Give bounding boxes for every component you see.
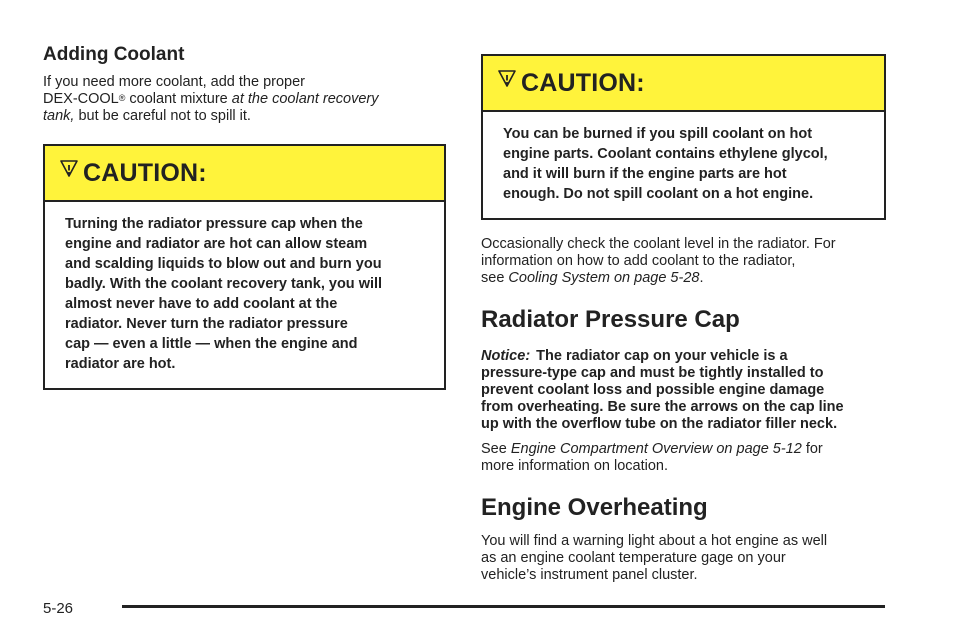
engine-compartment-link[interactable]: Engine Compartment Overview on page 5-12 bbox=[510, 441, 802, 457]
engine-overheating-heading: Engine Overheating bbox=[481, 494, 708, 521]
caution-title: CAUTION: bbox=[521, 68, 645, 97]
radiator-pressure-cap-heading: Radiator Pressure Cap bbox=[481, 306, 740, 333]
caution-text: Turning the radiator pressure cap when the engine and radiator are hot can allow steam and scalding liquids to blow out and burn you badly. With the coolant recovery tank, you will almost never have to add coolant at the radiator. Never turn the radiator pressure cap — even a little — when the engine and radiator are hot. bbox=[65, 216, 383, 372]
adding-coolant-heading: Adding Coolant bbox=[43, 44, 185, 65]
caution-box-left bbox=[43, 144, 446, 390]
engine-overheating-text: You will find a warning light about a hot engine as well as an engine coolant temperature gage on your vehicle’s instrument panel cluster. bbox=[481, 533, 828, 583]
caution-title: CAUTION: bbox=[83, 158, 207, 187]
engine-compartment-ref: See Engine Compartment Overview on page 5-12 for more information on location. bbox=[481, 441, 823, 474]
warning-triangle-icon bbox=[497, 69, 517, 91]
cooling-system-link[interactable]: Cooling System on page 5-28 bbox=[508, 270, 700, 286]
footer-rule bbox=[122, 605, 885, 608]
adding-coolant-text: If you need more coolant, add the proper DEX-COOL® coolant mixture at the coolant recovery tank, but be careful not to spill it. bbox=[43, 74, 379, 124]
right-column bbox=[481, 54, 886, 584]
coolant-check-text: Occasionally check the coolant level in the radiator. For information on how to add coolant to the radiator, see Cooling System on page 5-28. bbox=[481, 236, 836, 286]
notice-text: Notice: The radiator cap on your vehicle is a pressure-type cap and must be tightly installed to prevent coolant loss and possible engine damage from overheating. Be sure the arrows on the cap line up with the overflow tube on the radiator filler neck. bbox=[481, 348, 844, 432]
caution-header bbox=[483, 56, 884, 112]
caution-text: You can be burned if you spill coolant on hot engine parts. Coolant contains ethylene glycol, and it will burn if the engine parts are hot enough. Do not spill coolant on a hot engine. bbox=[503, 126, 828, 202]
caution-box-right bbox=[481, 54, 886, 220]
left-column bbox=[43, 44, 446, 390]
page-number: 5-26 bbox=[43, 600, 74, 617]
caution-header bbox=[45, 146, 444, 202]
warning-triangle-icon bbox=[59, 159, 79, 181]
notice-label: Notice: bbox=[481, 348, 531, 364]
